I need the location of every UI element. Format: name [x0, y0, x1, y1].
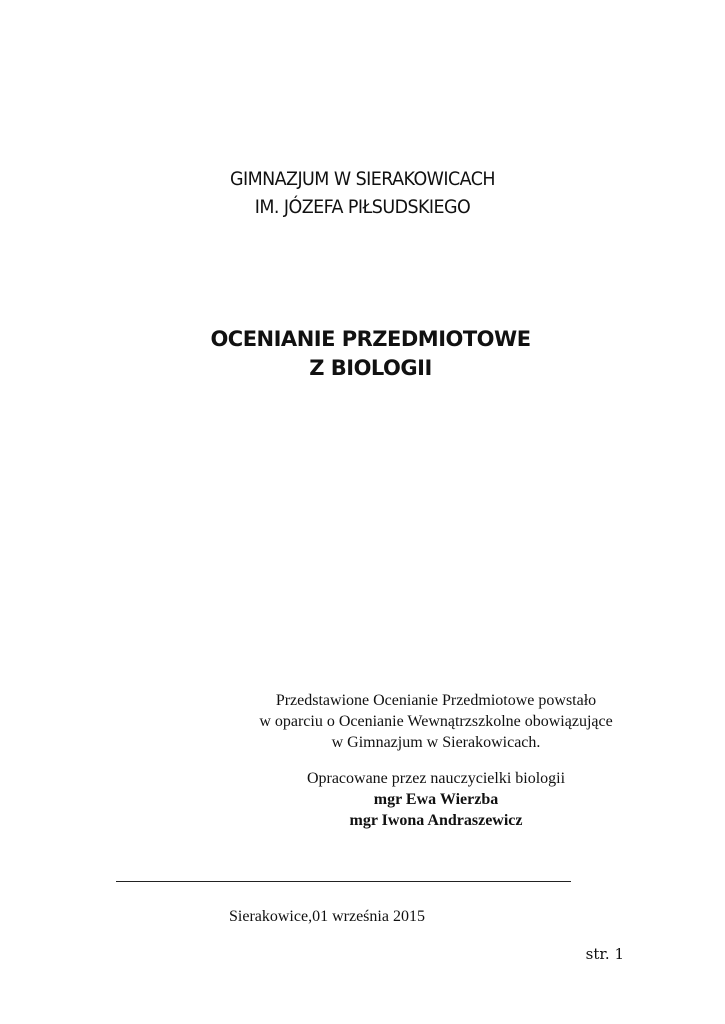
author-1: mgr Ewa Wierzba: [373, 791, 499, 808]
horizontal-divider: [116, 881, 571, 882]
school-name-line1: GIMNAZJUM W SIERAKOWICACH: [229, 168, 496, 190]
intro-line1: Przedstawione Ocenianie Przedmiotowe powstało: [275, 692, 597, 709]
page-number: str. 1: [585, 945, 624, 963]
intro-line3: w Gimnazjum w Sierakowicach.: [331, 734, 541, 751]
place-and-date: Sierakowice,01 września 2015: [229, 908, 425, 925]
author-2: mgr Iwona Andraszewicz: [349, 812, 523, 829]
intro-line2: w oparciu o Ocenianie Wewnątrzszkolne obowiązujące: [259, 713, 613, 730]
prepared-by: Opracowane przez nauczycielki biologii: [306, 770, 566, 787]
document-title-line1: OCENIANIE PRZEDMIOTOWE: [210, 327, 531, 351]
document-title-line2: Z BIOLOGII: [309, 356, 432, 380]
school-name-line2: IM. JÓZEFA PIŁSUDSKIEGO: [254, 196, 471, 218]
